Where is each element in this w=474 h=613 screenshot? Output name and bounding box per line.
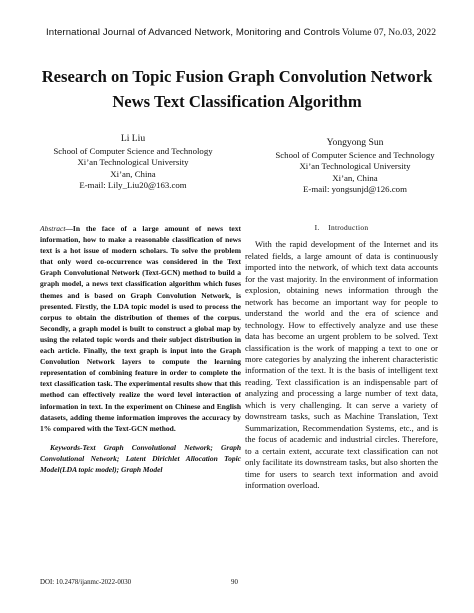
abstract-label: Abstract xyxy=(40,224,66,233)
title-line-1: Research on Topic Fusion Graph Convolution Network xyxy=(41,67,433,86)
section-numeral: I. xyxy=(314,223,320,232)
author-affiliation: School of Computer Science and Technology xyxy=(275,149,435,160)
author-name: Yongyong Sun xyxy=(326,137,384,148)
paper-title xyxy=(20,64,454,114)
keywords-paragraph: Keywords-Text Graph Convolutional Network; Graph Convolutional Network; Latent Dirichlet Allocation Topic Model(LDA topic model); Graph Model xyxy=(40,442,241,474)
running-header xyxy=(46,27,436,38)
author-city: Xi’an, China xyxy=(332,172,378,183)
author-block-1 xyxy=(24,133,242,192)
right-column xyxy=(245,222,438,491)
doi-text: DOI: 10.2478/ijanmc-2022-0030 xyxy=(40,579,132,586)
author-name: Li Liu xyxy=(120,133,146,144)
page-number: 90 xyxy=(231,579,238,586)
author-email: E-mail: yongsunjd@126.com xyxy=(303,184,407,195)
abstract-paragraph xyxy=(40,223,241,434)
section-title: Introduction xyxy=(328,223,369,232)
section-heading xyxy=(245,222,438,233)
journal-name: International Journal of Advanced Network, Monitoring and Controls xyxy=(46,27,341,38)
volume-info: Volume 07, No.03, 2022 xyxy=(341,27,436,38)
introduction-paragraph: With the rapid development of the Internet and its related fields, a large amount of data is continuously imported into the network, of which text data accounts for the vast majority. In the environment of information explosion, obtaining news information through the network has become an important way for people to understand the world and the era of science and technology. How to effectively analyze and use these data has become an urgent problem to be solved. Text classification is the work of mapping a text to one or more categories by analyzing the inherent characteristic information of the text. It is the basis of intelligent text reading. Text classification is an indispensable part of analyzing and processing a large number of text data, which is very challenging. It can serve a variety of downstream tasks, such as Machine Translation, Text Summarization, Recommendation Systems, etc., and is the focus of academic and industrial circles. Therefore, to a certain extent, accurate text classification can not only facilitate its downstream tasks, but also shorten the time for users to search text information and avoid information overload. xyxy=(245,239,438,490)
title-line-2: News Text Classification Algorithm xyxy=(112,92,362,111)
author-affiliation: School of Computer Science and Technology xyxy=(53,145,213,156)
author-university: Xi’an Technological University xyxy=(299,161,411,172)
author-city: Xi’an, China xyxy=(110,168,156,179)
author-email: E-mail: Lily_Liu20@163.com xyxy=(79,180,187,191)
abstract-dash: — xyxy=(65,224,73,233)
author-university: Xi’an Technological University xyxy=(77,157,189,168)
abstract-text: In the face of a large amount of news text information, how to make a reasonable classification of news text is a hot issue of modern scholars. To solve the problem that only word co-occurrence was considered in the Text Graph Convolutional Network (Text-GCN) method to build a graph model, a news text classification algorithm which fuses themes and is based on Graph Convolution Network, is presented. Firstly, the LDA topic model is used to process the corpus to obtain the distribution of themes of the corpus. Secondly, a graph model is built to construct a global map by using the related topic words and their subject distribution in each article. Finally, the text graph is input into the Graph Convolution Network layers to compute the learning representation of combining feature in order to complete the text classification task. The experimental results show that this method can effectively realize the word level interaction of information in text. In the experiment on Chinese and English datasets, adding theme information improves the accuracy by 1% compared with the Text-GCN method. xyxy=(40,224,241,433)
left-column xyxy=(40,223,241,475)
author-block-2 xyxy=(250,137,460,196)
